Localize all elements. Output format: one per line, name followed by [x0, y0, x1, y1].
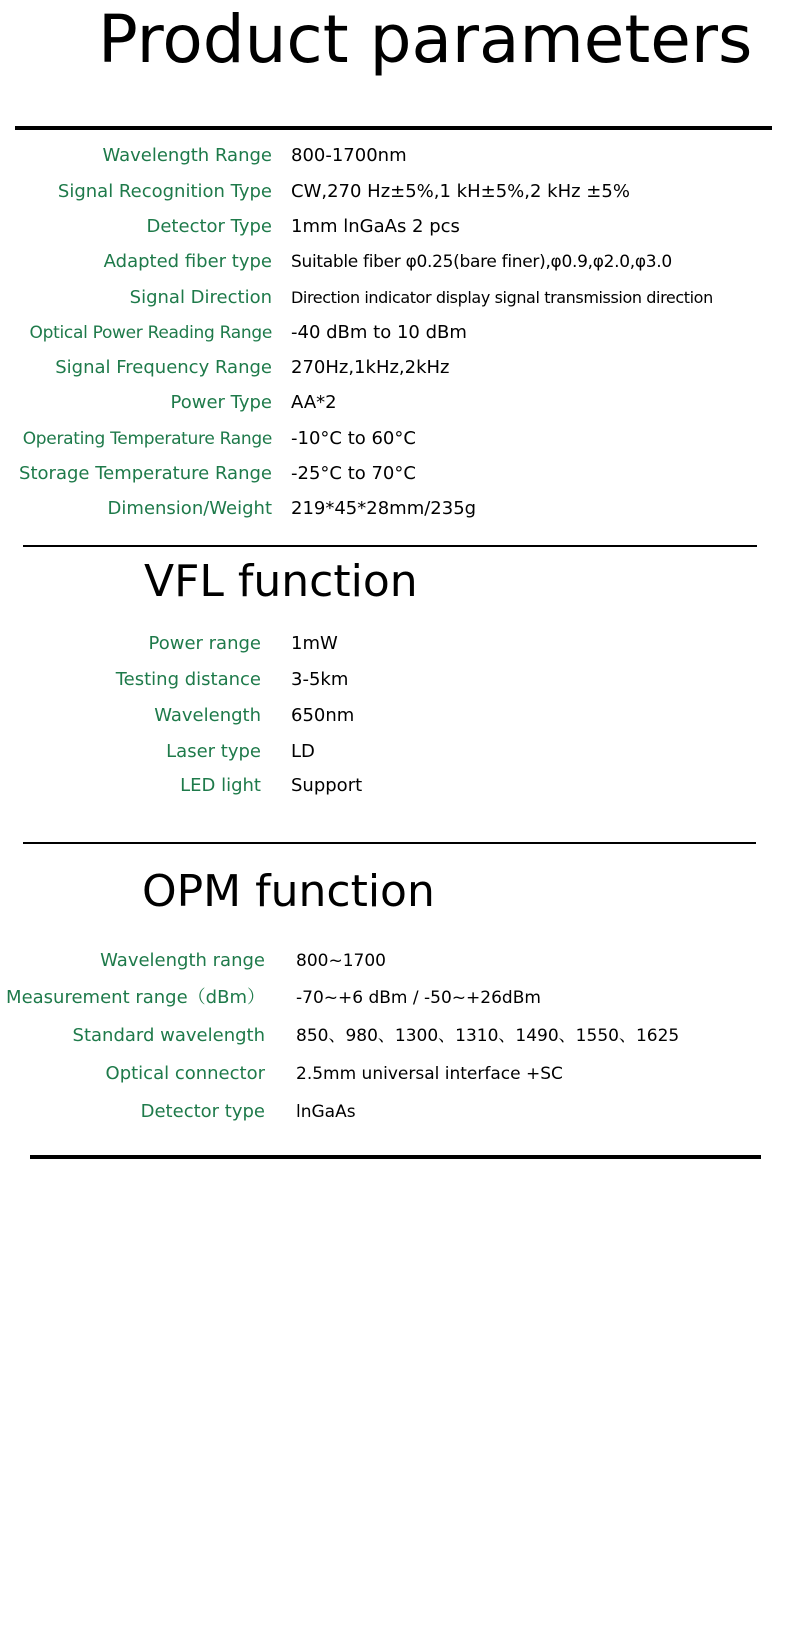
table-row: [0, 212, 790, 242]
param-value: -10°C to 60°C: [291, 428, 416, 449]
param-label: Testing distance: [115, 669, 261, 690]
param-value: 2.5mm universal interface +SC: [296, 1064, 563, 1084]
section-divider-top: [15, 126, 772, 130]
param-value: -70~+6 dBm / -50~+26dBm: [296, 988, 541, 1008]
param-value: Suitable fiber φ0.25(bare finer),φ0.9,φ2.0,φ3.0: [291, 252, 672, 272]
param-label: Wavelength: [154, 705, 261, 726]
param-value: 270Hz,1kHz,2kHz: [291, 357, 450, 378]
param-value: -25°C to 70°C: [291, 463, 416, 484]
param-label: Operating Temperature Range: [22, 429, 272, 449]
param-label: Wavelength range: [100, 950, 265, 971]
param-label: Adapted fiber type: [103, 251, 272, 272]
param-value: 800-1700nm: [291, 145, 407, 166]
table-row: [0, 424, 790, 454]
table-row: [0, 1021, 790, 1051]
table-row: [0, 983, 790, 1013]
table-row: [0, 247, 790, 277]
param-value: 800~1700: [296, 951, 386, 971]
table-row: [0, 388, 790, 418]
table-row: [0, 1097, 790, 1127]
param-value: LD: [291, 741, 315, 762]
param-label: Signal Direction: [129, 287, 272, 308]
param-label: Standard wavelength: [72, 1025, 265, 1046]
section-divider: [23, 842, 756, 844]
param-value: AA*2: [291, 392, 337, 413]
param-value: 219*45*28mm/235g: [291, 498, 477, 519]
table-row: [0, 665, 790, 695]
table-row: [0, 701, 790, 731]
param-label: Optical connector: [105, 1063, 265, 1084]
param-value: CW,270 Hz±5%,1 kH±5%,2 kHz ±5%: [291, 181, 630, 202]
param-label: Storage Temperature Range: [19, 463, 272, 484]
table-row: [0, 353, 790, 383]
param-label: Power range: [148, 633, 261, 654]
param-label: Power Type: [170, 392, 272, 413]
param-label: Dimension/Weight: [107, 498, 272, 519]
table-row: [0, 629, 790, 659]
param-value: -40 dBm to 10 dBm: [291, 322, 467, 343]
table-row: [0, 141, 790, 171]
table-row: [0, 177, 790, 207]
param-value: 1mW: [291, 633, 338, 654]
param-label: Measurement range（dBm）: [6, 987, 265, 1008]
section-title-vfl: VFL function: [144, 556, 418, 607]
param-label: Detector Type: [146, 216, 272, 237]
table-row: [0, 737, 790, 767]
table-row: [0, 1059, 790, 1089]
table-row: [0, 318, 790, 348]
page-title: Product parameters: [98, 1, 753, 78]
param-value: lnGaAs: [296, 1102, 356, 1122]
param-value: 850、980、1300、1310、1490、1550、1625: [296, 1026, 680, 1046]
param-label: LED light: [180, 775, 261, 796]
table-row: [0, 283, 790, 313]
section-divider: [23, 545, 757, 547]
param-value: 1mm lnGaAs 2 pcs: [291, 216, 460, 237]
param-label: Optical Power Reading Range: [29, 323, 272, 343]
table-row: [0, 771, 790, 801]
table-row: [0, 459, 790, 489]
section-title-opm: OPM function: [142, 866, 435, 917]
param-label: Signal Recognition Type: [57, 181, 272, 202]
param-label: Signal Frequency Range: [55, 357, 272, 378]
section-divider-bottom: [30, 1155, 761, 1159]
param-value: Direction indicator display signal transmission direction: [291, 288, 713, 307]
table-row: [0, 494, 790, 524]
table-row: [0, 946, 790, 976]
param-value: 650nm: [291, 705, 355, 726]
param-value: 3-5km: [291, 669, 349, 690]
param-value: Support: [291, 775, 363, 796]
param-label: Detector type: [140, 1101, 265, 1122]
param-label: Wavelength Range: [102, 145, 272, 166]
param-label: Laser type: [166, 741, 261, 762]
